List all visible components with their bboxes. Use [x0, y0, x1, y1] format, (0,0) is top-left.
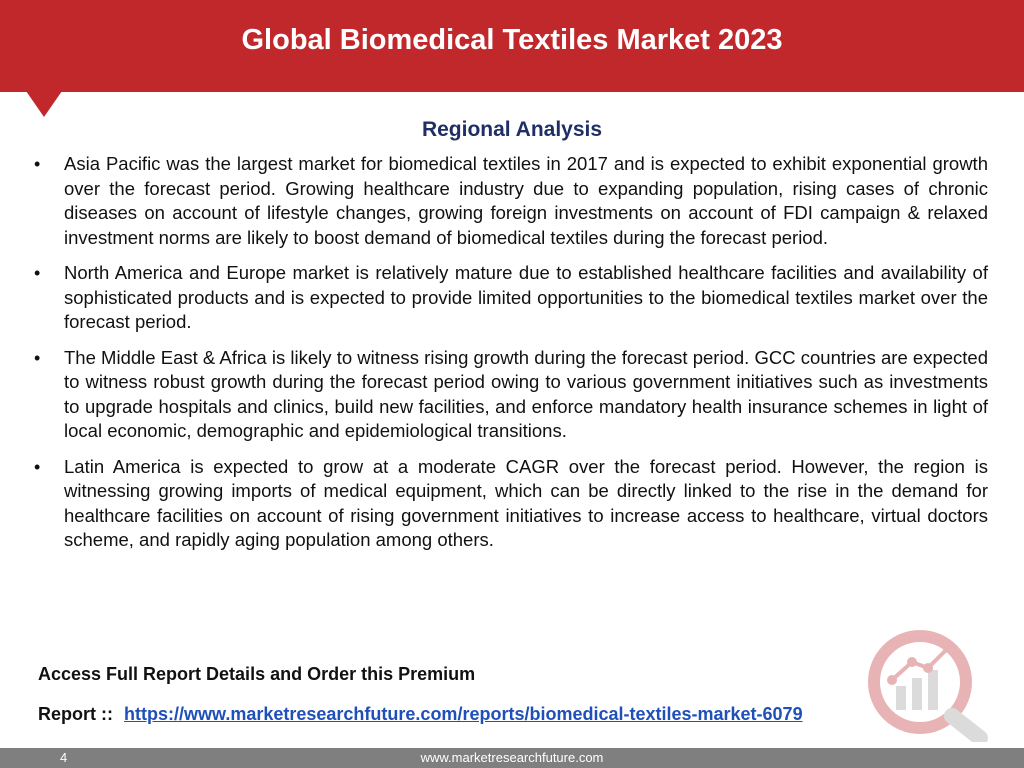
- bullet-dot: •: [34, 263, 41, 283]
- bullet-item: [34, 455, 988, 553]
- bullet-text: Latin America is expected to grow at a moderate CAGR over the forecast period. However, the region is witnessing growing imports of medical equipment, which can be directly linked to the rise in the demand for healthcare facilities on account of rising government initiatives to increase access to healthcare, virtual doctors scheme, and rapidly aging population among others.: [64, 455, 988, 550]
- magnifier-chart-icon: [862, 624, 1002, 742]
- access-report-text: Access Full Report Details and Order this Premium: [38, 664, 476, 684]
- bullet-text: Asia Pacific was the largest market for biomedical textiles in 2017 and is expected to exhibit exponential growth over the forecast period. Growing healthcare industry due to expanding population, rising cases of chronic diseases on account of lifestyle changes, growing foreign investments on account of FDI campaign & relaxed investment norms are likely to boost demand of biomedical textiles during the forecast period.: [64, 153, 988, 248]
- bullet-dot: •: [34, 456, 41, 477]
- report-link[interactable]: https://www.marketresearchfuture.com/reports/biomedical-textiles-market-6079: [124, 704, 803, 724]
- bullet-dot: •: [34, 347, 41, 368]
- page-title: Global Biomedical Textiles Market 2023: [241, 24, 783, 56]
- bullet-text: North America and Europe market is relatively mature due to established healthcare facilities and availability of sophisticated products and is expected to provide limited opportunities to the biomedical textiles market over the forecast period.: [64, 262, 988, 332]
- bullet-item: [34, 152, 988, 250]
- report-prefix: Report ::: [38, 704, 113, 724]
- page-number: 4: [60, 750, 68, 765]
- bullet-list: [34, 152, 988, 564]
- report-link-line: [38, 704, 803, 725]
- bullet-text: The Middle East & Africa is likely to witness rising growth during the forecast period. GCC countries are expected to witness robust growth during the forecast period owing to various government initiatives such as investments to upgrade hospitals and clinics, build new facilities, and enforce mandatory health insurance schemes in light of local economic, demographic and epidemiological transitions.: [64, 346, 988, 441]
- section-title: Regional Analysis: [421, 118, 603, 141]
- footer-bar: [0, 748, 1024, 768]
- bullet-item: [34, 346, 988, 444]
- footer-url: www.marketresearchfuture.com: [420, 750, 604, 765]
- bullet-item: [34, 261, 988, 335]
- banner-pointer: [26, 91, 62, 117]
- bullet-dot: •: [34, 154, 41, 174]
- title-banner: [0, 0, 1024, 92]
